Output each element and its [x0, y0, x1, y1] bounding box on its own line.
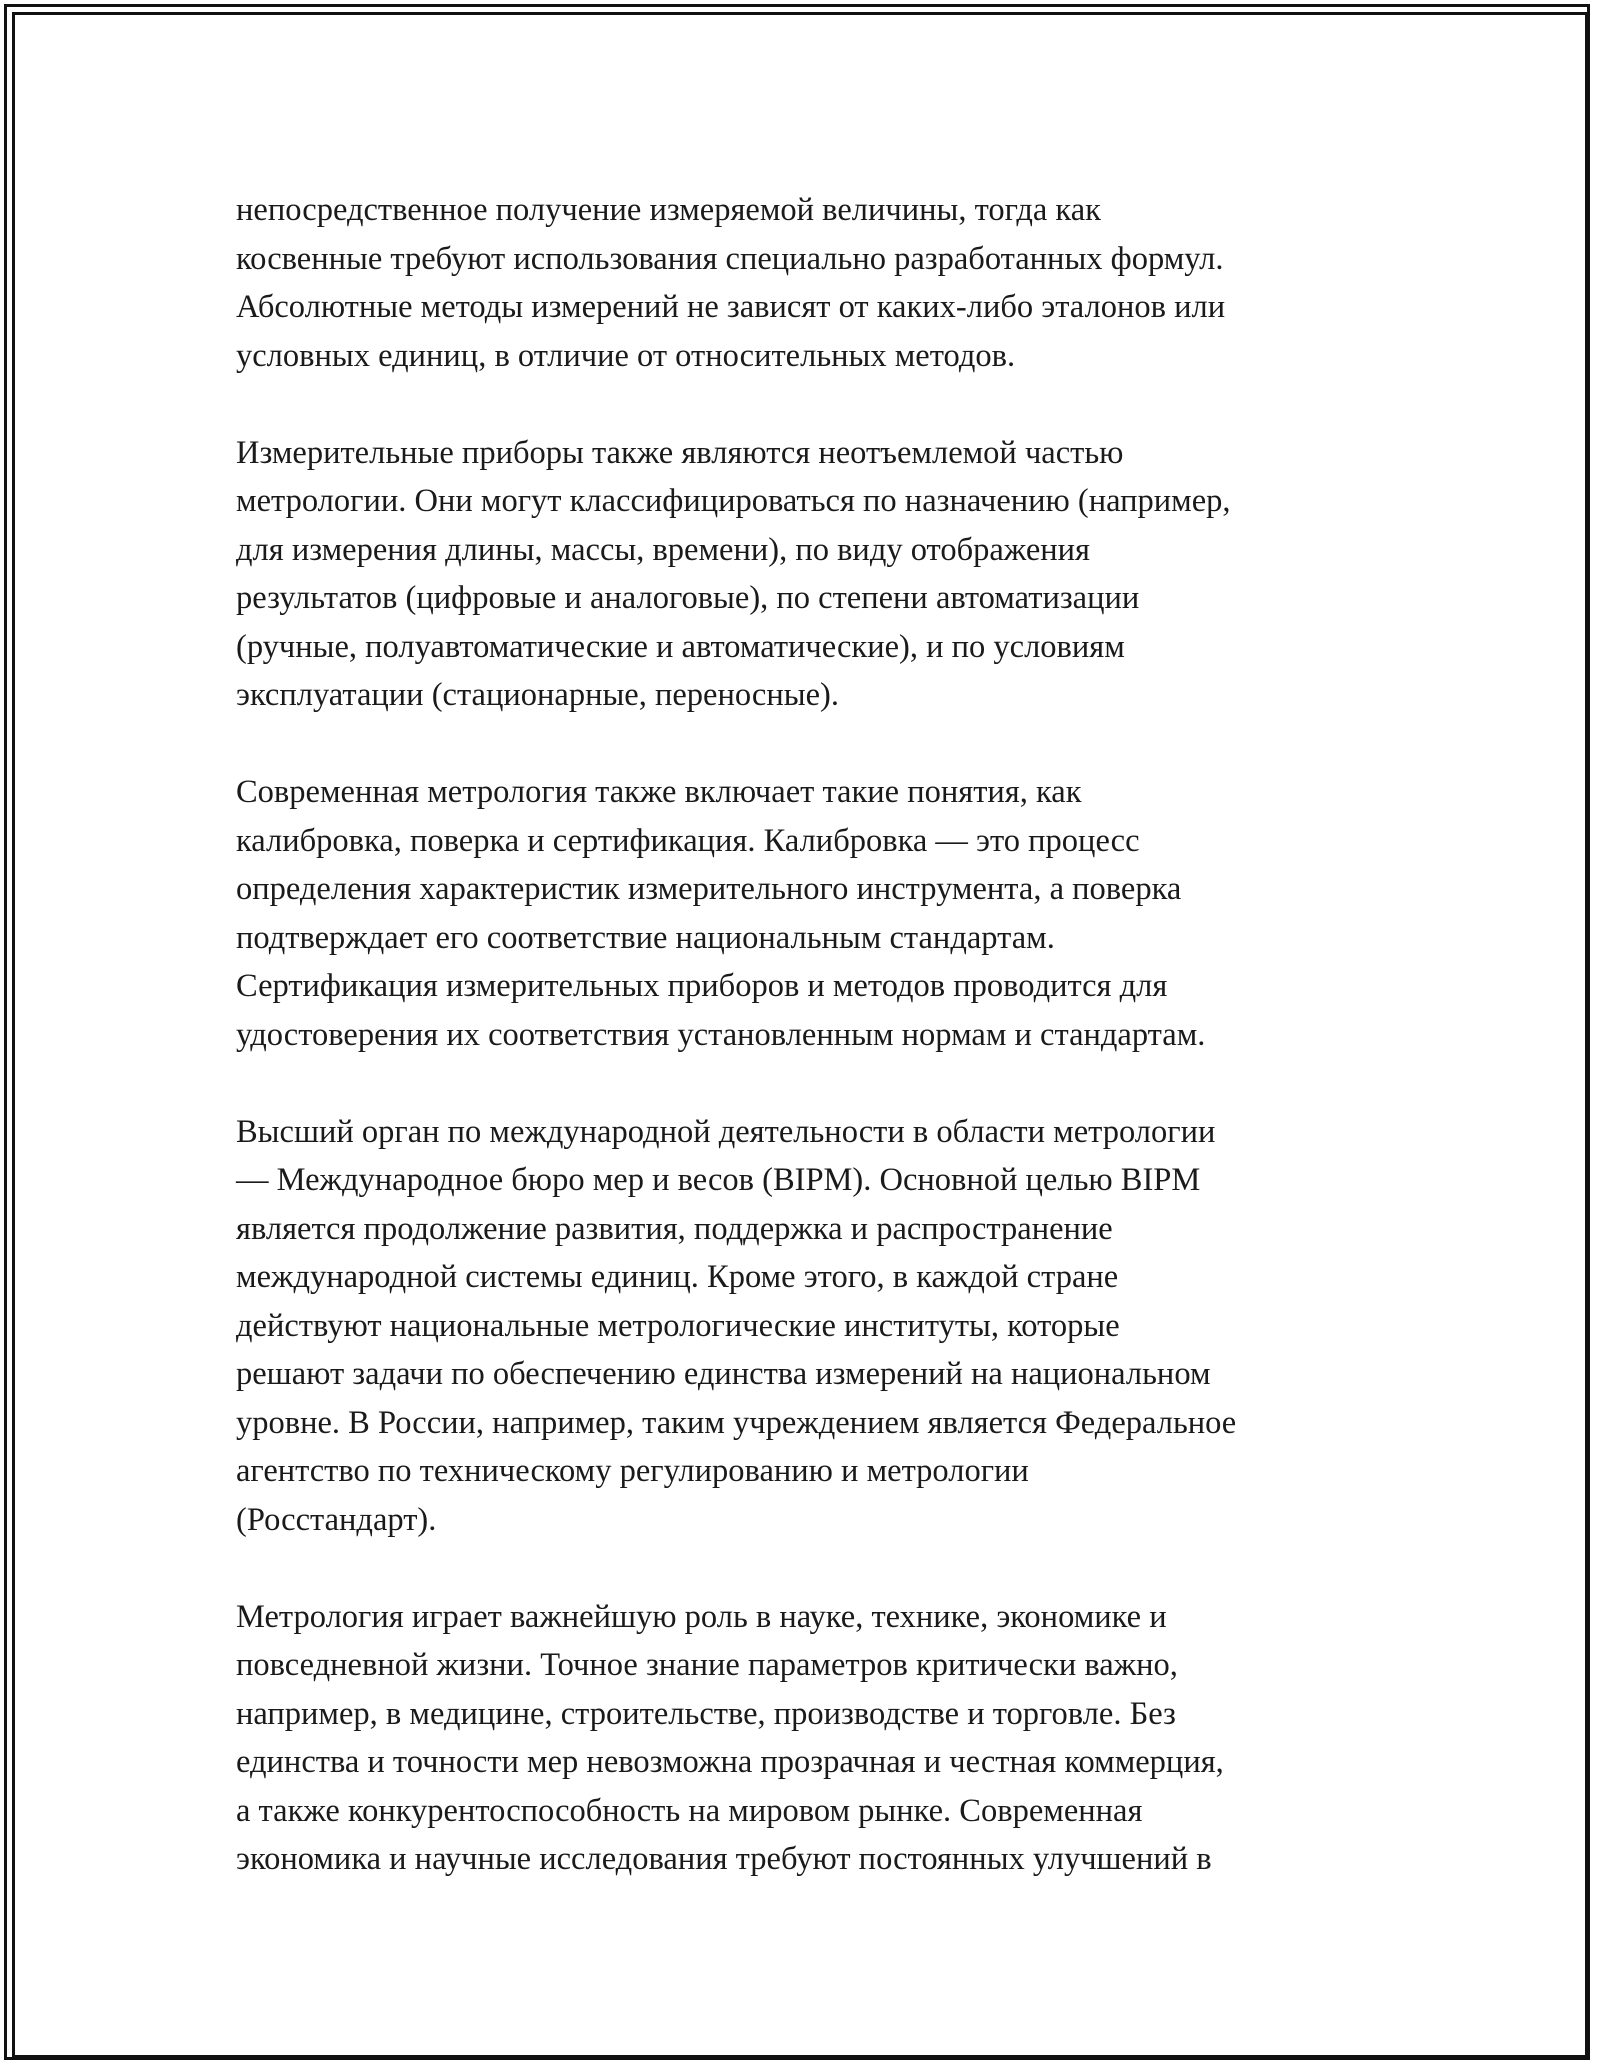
document-body — [236, 186, 1386, 1932]
text-line: определения характеристик измерительного инструмента, а поверка — [236, 871, 1182, 907]
text-line: повседневной жизни. Точное знание параметров критически важно, — [236, 1647, 1178, 1683]
text-line: уровне. В России, например, таким учреждением является Федеральное — [236, 1404, 1237, 1441]
text-line: эксплуатации (стационарные, переносные). — [236, 677, 839, 713]
text-line: — Международное бюро мер и весов (BIPM). Основной целью BIPM — [236, 1162, 1201, 1198]
text-line: косвенные требуют использования специально разработанных формул. — [236, 240, 1224, 277]
text-line: является продолжение развития, поддержка и распространение — [236, 1210, 1113, 1247]
text-line: экономика и научные исследования требуют постоянных улучшений в — [236, 1841, 1212, 1877]
text-line: для измерения длины, массы, времени), по виду отображения — [236, 531, 1090, 568]
paragraph-1 — [236, 186, 1386, 380]
text-line: Сертификация измерительных приборов и методов проводится для — [236, 968, 1168, 1004]
text-line: единства и точности мер невозможна прозрачная и честная коммерция, — [236, 1744, 1224, 1780]
text-line: непосредственное получение измеряемой величины, тогда как — [236, 192, 1101, 228]
text-line: действуют национальные метрологические институты, которые — [236, 1307, 1120, 1344]
text-line: (ручные, полуавтоматические и автоматические), и по условиям — [236, 628, 1125, 665]
text-line: Абсолютные методы измерений не зависят от каких-либо эталонов или — [236, 289, 1226, 325]
text-line: подтверждает его соответствие национальным стандартам. — [236, 919, 1055, 956]
text-line: например, в медицине, строительстве, производстве и торговле. Без — [236, 1695, 1176, 1732]
text-line: метрологии. Они могут классифицироваться по назначению (например, — [236, 483, 1231, 519]
text-line: удостоверения их соответствия установленным нормам и стандартам. — [236, 1016, 1206, 1053]
text-line: результатов (цифровые и аналоговые), по степени автоматизации — [236, 580, 1140, 616]
text-line: калибровка, поверка и сертификация. Калибровка — это процесс — [236, 822, 1140, 859]
text-line: Метрология играет важнейшую роль в науке, технике, экономике и — [236, 1598, 1167, 1635]
text-line: условных единиц, в отличие от относительных методов. — [236, 337, 1016, 374]
text-line: а также конкурентоспособность на мировом рынке. Современная — [236, 1792, 1143, 1829]
paragraph-2 — [236, 429, 1386, 720]
text-line: решают задачи по обеспечению единства измерений на национальном — [236, 1356, 1211, 1392]
paragraph-4 — [236, 1108, 1386, 1545]
text-line: Высший орган по международной деятельности в области метрологии — [236, 1113, 1216, 1150]
paragraph-3 — [236, 768, 1386, 1059]
text-line: Измерительные приборы также являются неотъемлемой частью — [236, 434, 1124, 471]
text-line: международной системы единиц. Кроме этого, в каждой стране — [236, 1259, 1119, 1295]
text-line: Современная метрология также включает такие понятия, как — [236, 774, 1082, 810]
text-line: агентство по техническому регулированию и метрологии — [236, 1453, 1029, 1489]
paragraph-5 — [236, 1593, 1386, 1884]
text-line: (Росстандарт). — [236, 1501, 437, 1538]
